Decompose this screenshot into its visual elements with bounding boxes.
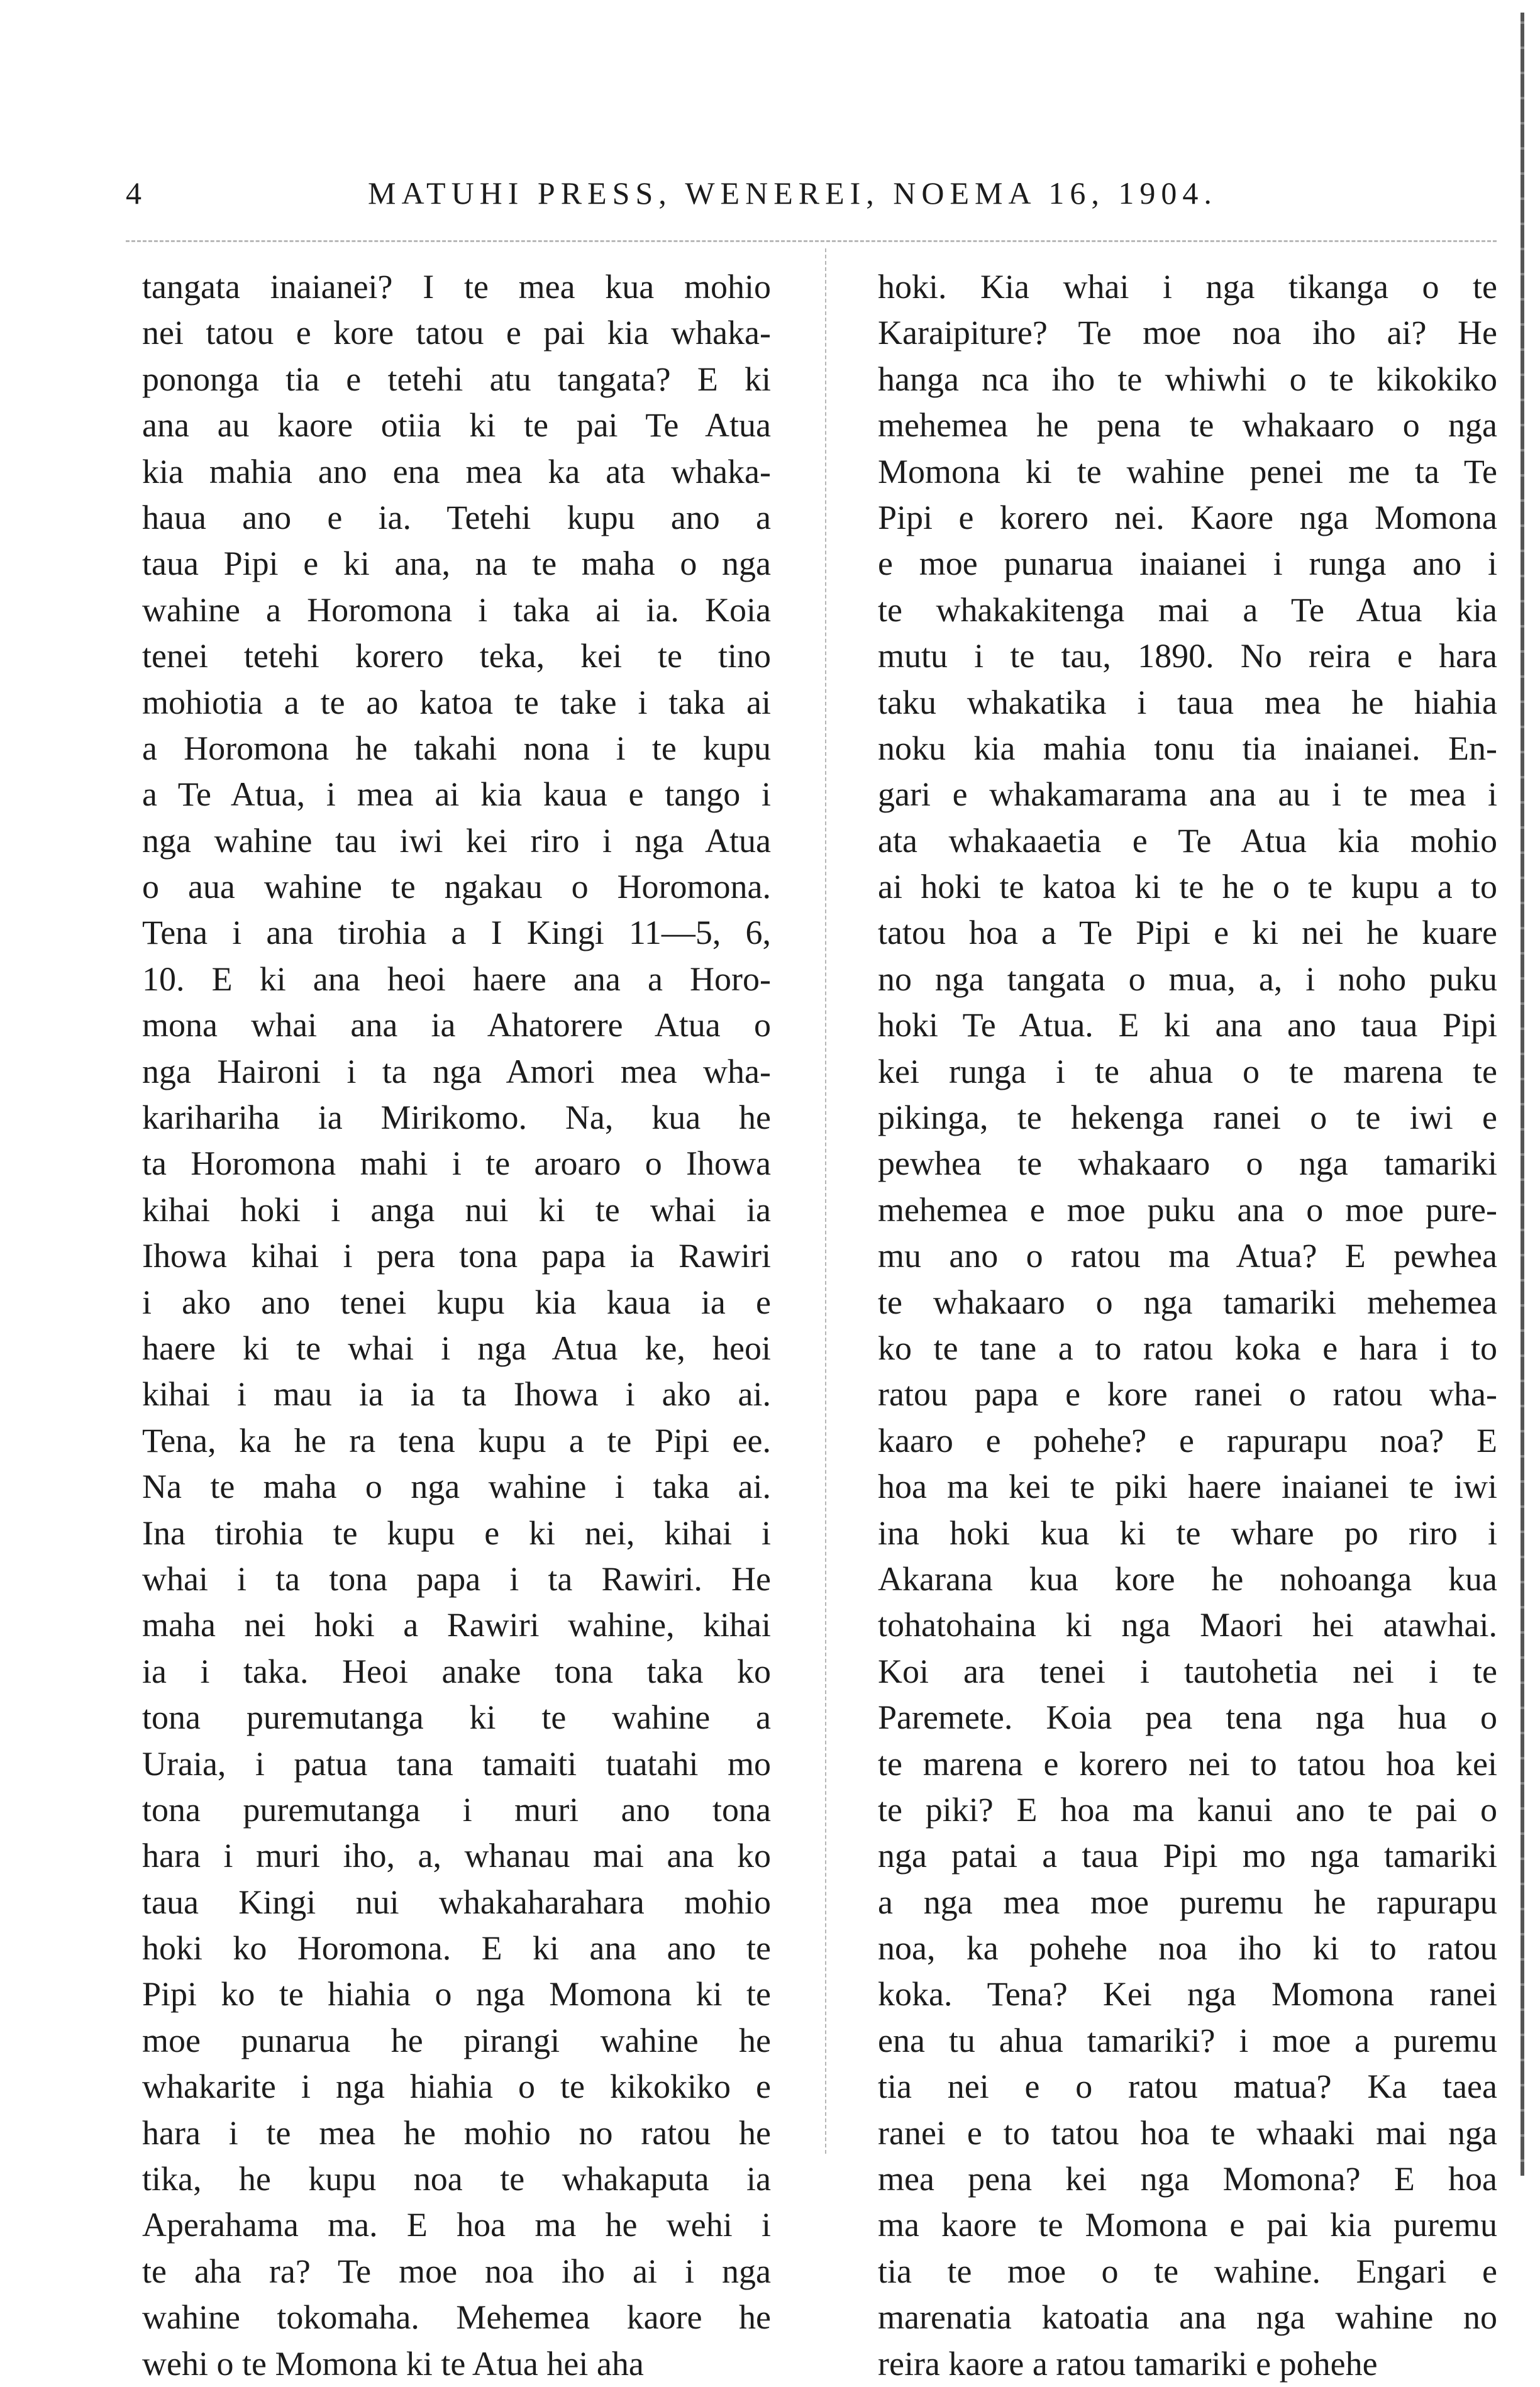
text-line: tia nei e o ratou matua? Ka taea	[878, 2068, 1497, 2106]
text-line: ana au kaore otiia ki te pai Te Atua	[142, 406, 771, 445]
text-line: i ako ano tenei kupu kia kaua ia e	[142, 1283, 771, 1321]
text-line: ta Horomona mahi i te aroaro o Ihowa	[142, 1144, 771, 1183]
text-line: mutu i te tau, 1890. No reira e hara	[878, 637, 1497, 675]
text-line: mona whai ana ia Ahatorere Atua o	[142, 1006, 771, 1044]
page-header	[126, 175, 1277, 219]
text-line: pewhea te whakaaro o nga tamariki	[878, 1144, 1497, 1183]
text-line: Pipi e korero nei. Kaore nga Momona	[878, 498, 1497, 536]
text-line: maha nei hoki a Rawiri wahine, kihai	[142, 1606, 771, 1644]
text-line: taua Pipi e ki ana, na te maha o nga	[142, 545, 771, 583]
text-line: ena tu ahua tamariki? i moe a puremu	[878, 2021, 1497, 2059]
text-line: taua Kingi nui whakaharahara mohio	[142, 1883, 771, 1921]
text-line: Uraia, i patua tana tamaiti tuatahi mo	[142, 1744, 771, 1783]
text-line: e moe punarua inaianei i runga ano i	[878, 545, 1497, 583]
text-line: haere ki te whai i nga Atua ke, heoi	[142, 1329, 771, 1367]
text-line: a Horomona he takahi nona i te kupu	[142, 729, 771, 767]
column-divider	[825, 248, 826, 2154]
text-line: 10. E ki ana heoi haere ana a Horo-	[142, 960, 771, 998]
text-line: hanga nca iho te whiwhi o te kikokiko	[878, 360, 1497, 398]
text-line: marenatia katoatia ana nga wahine no	[878, 2298, 1497, 2337]
text-line: Paremete. Koia pea tena nga hua o	[878, 1698, 1497, 1737]
text-line: a Te Atua, i mea ai kia kaua e tango i	[142, 775, 771, 814]
text-line: te whakaaro o nga tamariki mehemea	[878, 1283, 1497, 1321]
text-line: ia i taka. Heoi anake tona taka ko	[142, 1652, 771, 1690]
text-line: Tena, ka he ra tena kupu a te Pipi ee.	[142, 1421, 771, 1459]
text-line: kei runga i te ahua o te marena te	[878, 1052, 1497, 1090]
text-line: kihai hoki i anga nui ki te whai ia	[142, 1190, 771, 1229]
text-line: Ihowa kihai i pera tona papa ia Rawiri	[142, 1237, 771, 1275]
text-line: hoa ma kei te piki haere inaianei te iwi	[878, 1468, 1497, 1506]
text-line: tatou hoa a Te Pipi e ki nei he kuare	[878, 914, 1497, 952]
text-line: mehemea e moe puku ana o moe pure-	[878, 1190, 1497, 1229]
text-line: nga patai a taua Pipi mo nga tamariki	[878, 1837, 1497, 1875]
text-line: hara i muri iho, a, whanau mai ana ko	[142, 1837, 771, 1875]
text-line: no nga tangata o mua, a, i noho puku	[878, 960, 1497, 998]
text-line: nga wahine tau iwi kei riro i nga Atua	[142, 821, 771, 860]
text-line: tangata inaianei? I te mea kua mohio	[142, 268, 771, 306]
text-line: tona puremutanga i muri ano tona	[142, 1790, 771, 1829]
text-line: Momona ki te wahine penei me ta Te	[878, 452, 1497, 490]
text-line: kihai i mau ia ia ta Ihowa i ako ai.	[142, 1375, 771, 1414]
text-line: kaaro e pohehe? e rapurapu noa? E	[878, 1421, 1497, 1459]
text-line: hara i te mea he mohio no ratou he	[142, 2113, 771, 2152]
text-line: taku whakatika i taua mea he hiahia	[878, 683, 1497, 721]
text-line: tenei tetehi korero teka, kei te tino	[142, 637, 771, 675]
text-line: tia te moe o te wahine. Engari e	[878, 2252, 1497, 2290]
header-rule	[126, 240, 1497, 242]
text-line: mehemea he pena te whakaaro o nga	[878, 406, 1497, 445]
text-line: wahine a Horomona i taka ai ia. Koia	[142, 590, 771, 629]
text-line: te marena e korero nei to tatou hoa kei	[878, 1744, 1497, 1783]
text-line: wehi o te Momona ki te Atua hei aha	[142, 2344, 644, 2383]
text-line: ata whakaaetia e Te Atua kia mohio	[878, 821, 1497, 860]
text-line: Ina tirohia te kupu e ki nei, kihai i	[142, 1514, 771, 1552]
text-line: reira kaore a ratou tamariki e pohehe	[878, 2344, 1378, 2383]
text-line: whai i ta tona papa i ta Rawiri. He	[142, 1559, 771, 1598]
text-line: moe punarua he pirangi wahine he	[142, 2021, 771, 2059]
text-line: noku kia mahia tonu tia inaianei. En-	[878, 729, 1497, 767]
text-line: mohiotia a te ao katoa te take i taka ai	[142, 683, 771, 721]
text-line: Tena i ana tirohia a I Kingi 11—5, 6,	[142, 914, 771, 952]
text-line: te piki? E hoa ma kanui ano te pai o	[878, 1790, 1497, 1829]
page-edge-rule	[1521, 13, 1524, 2176]
running-title: MATUHI PRESS, WENEREI, NOEMA 16, 1904.	[368, 175, 1217, 211]
text-line: nei tatou e kore tatou e pai kia whaka-	[142, 314, 771, 352]
text-line: Na te maha o nga wahine i taka ai.	[142, 1468, 771, 1506]
text-line: pononga tia e tetehi atu tangata? E ki	[142, 360, 771, 398]
text-line: mea pena kei nga Momona? E hoa	[878, 2160, 1497, 2198]
left-column	[142, 264, 771, 2387]
text-line: hoki ko Horomona. E ki ana ano te	[142, 1929, 771, 1968]
text-line: nga Haironi i ta nga Amori mea wha-	[142, 1052, 771, 1090]
text-line: Koi ara tenei i tautohetia nei i te	[878, 1652, 1497, 1690]
page-number: 4	[126, 175, 143, 211]
text-line: ratou papa e kore ranei o ratou wha-	[878, 1375, 1497, 1414]
text-line: koka. Tena? Kei nga Momona ranei	[878, 1975, 1497, 2013]
text-line: tika, he kupu noa te whakaputa ia	[142, 2160, 771, 2198]
text-line: Aperahama ma. E hoa ma he wehi i	[142, 2206, 771, 2244]
text-line: Akarana kua kore he nohoanga kua	[878, 1559, 1497, 1598]
text-line: mu ano o ratou ma Atua? E pewhea	[878, 1237, 1497, 1275]
text-line: ai hoki te katoa ki te he o te kupu a to	[878, 868, 1497, 906]
text-line: ina hoki kua ki te whare po riro i	[878, 1514, 1497, 1552]
text-line: ma kaore te Momona e pai kia puremu	[878, 2206, 1497, 2244]
text-line: haua ano e ia. Tetehi kupu ano a	[142, 498, 771, 536]
text-line: Pipi ko te hiahia o nga Momona ki te	[142, 1975, 771, 2013]
text-line: kia mahia ano ena mea ka ata whaka-	[142, 452, 771, 490]
text-line: te aha ra? Te moe noa iho ai i nga	[142, 2252, 771, 2290]
text-line: ko te tane a to ratou koka e hara i to	[878, 1329, 1497, 1367]
text-line: noa, ka pohehe noa iho ki to ratou	[878, 1929, 1497, 1968]
text-line: Karaipiture? Te moe noa iho ai? He	[878, 314, 1497, 352]
text-line: tohatohaina ki nga Maori hei atawhai.	[878, 1606, 1497, 1644]
text-line: hoki. Kia whai i nga tikanga o te	[878, 268, 1497, 306]
text-line: o aua wahine te ngakau o Horomona.	[142, 868, 771, 906]
text-line: wahine tokomaha. Mehemea kaore he	[142, 2298, 771, 2337]
text-line: a nga mea moe puremu he rapurapu	[878, 1883, 1497, 1921]
text-line: gari e whakamarama ana au i te mea i	[878, 775, 1497, 814]
text-line: hoki Te Atua. E ki ana ano taua Pipi	[878, 1006, 1497, 1044]
text-line: pikinga, te hekenga ranei o te iwi e	[878, 1099, 1497, 1137]
text-line: te whakakitenga mai a Te Atua kia	[878, 590, 1497, 629]
text-line: ranei e to tatou hoa te whaaki mai nga	[878, 2113, 1497, 2152]
right-column	[878, 264, 1497, 2387]
text-line: whakarite i nga hiahia o te kikokiko e	[142, 2068, 771, 2106]
text-line: kariharihа ia Mirikomo. Na, kua he	[142, 1099, 771, 1137]
text-line: tona puremutanga ki te wahine a	[142, 1698, 771, 1737]
